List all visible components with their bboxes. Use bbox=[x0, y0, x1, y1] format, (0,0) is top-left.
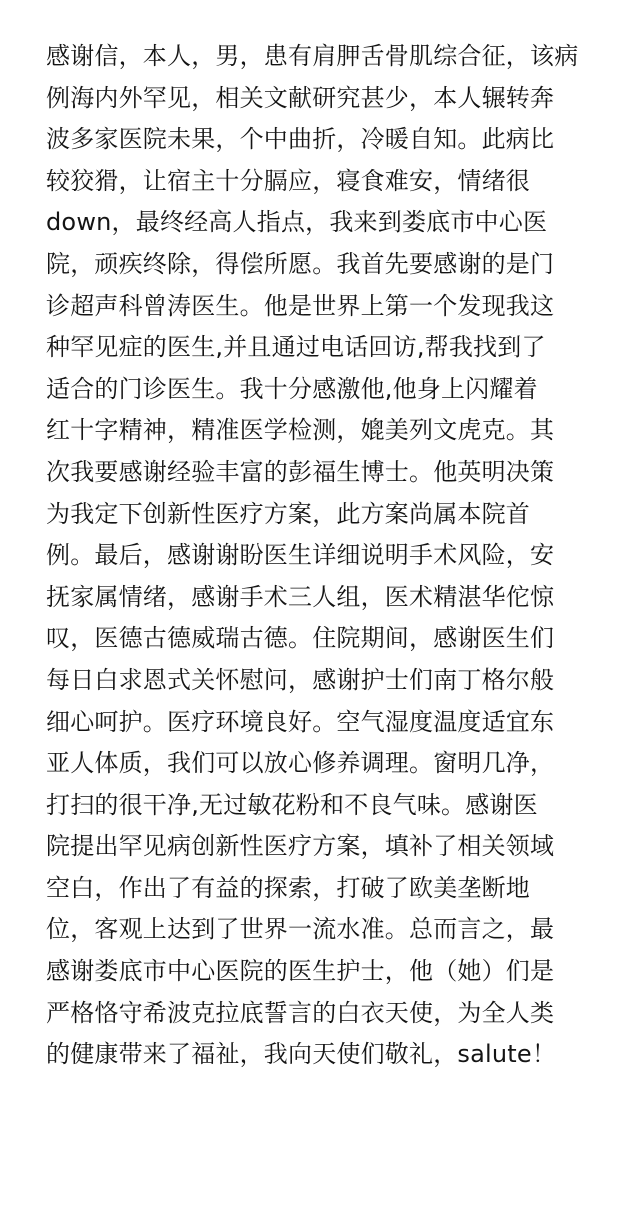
letter-line: 打扫的很干净,无过敏花粉和不良气味。感谢医 bbox=[46, 790, 538, 819]
letter-line: 亚人体质，我们可以放心修养调理。窗明几净， bbox=[46, 749, 555, 778]
letter-line: 适合的门诊医生。我十分感激他,他身上闪耀着 bbox=[46, 374, 538, 403]
letter-line: 位，客观上达到了世界一流水准。总而言之，最 bbox=[46, 915, 555, 944]
letter-line: 较狡猾，让宿主十分膈应，寝食难安，情绪很 bbox=[46, 166, 530, 195]
letter-line: 种罕见症的医生,并且通过电话回访,帮我找到了 bbox=[46, 333, 546, 362]
letter-line: 每日白求恩式关怀慰问，感谢护士们南丁格尔般 bbox=[46, 665, 555, 694]
letter-line: 感谢信，本人，男，患有肩胛舌骨肌综合征，该病 bbox=[46, 42, 579, 70]
letter-line: 诊超声科曾涛医生。他是世界上第一个发现我这 bbox=[46, 291, 555, 320]
letter-line: down，最终经高人指点，我来到娄底市中心医 bbox=[46, 208, 548, 237]
letter-line: 为我定下创新性医疗方案，此方案尚属本院首 bbox=[46, 499, 530, 528]
letter-line: 叹，医德古德威瑞古德。住院期间，感谢医生们 bbox=[46, 624, 555, 653]
letter-line: 的健康带来了福祉，我向天使们敬礼，salute！ bbox=[46, 1040, 557, 1069]
letter-line: 院提出罕见病创新性医疗方案，填补了相关领域 bbox=[46, 832, 555, 861]
letter-line: 院，顽疾终除，得偿所愿。我首先要感谢的是门 bbox=[46, 249, 555, 278]
letter-line: 次我要感谢经验丰富的彭福生博士。他英明决策 bbox=[46, 457, 555, 486]
letter-line: 例海内外罕见，相关文献研究甚少，本人辗转奔 bbox=[46, 83, 555, 112]
letter-line: 细心呵护。医疗环境良好。空气湿度温度适宜东 bbox=[46, 707, 555, 736]
letter-line: 严格恪守希波克拉底誓言的白衣天使，为全人类 bbox=[46, 998, 555, 1027]
letter-line: 红十字精神，精准医学检测，媲美列文虎克。其 bbox=[46, 416, 555, 445]
letter-line: 感谢娄底市中心医院的医生护士，他（她）们是 bbox=[46, 957, 555, 986]
letter-line: 抚家属情绪，感谢手术三人组，医术精湛华佗惊 bbox=[46, 582, 555, 611]
letter-line: 波多家医院未果，个中曲折，冷暖自知。此病比 bbox=[46, 125, 555, 154]
letter-line: 空白，作出了有益的探索，打破了欧美垄断地 bbox=[46, 873, 530, 902]
letter-body bbox=[46, 36, 606, 1076]
letter-line: 例。最后，感谢谢盼医生详细说明手术风险，安 bbox=[46, 541, 555, 570]
